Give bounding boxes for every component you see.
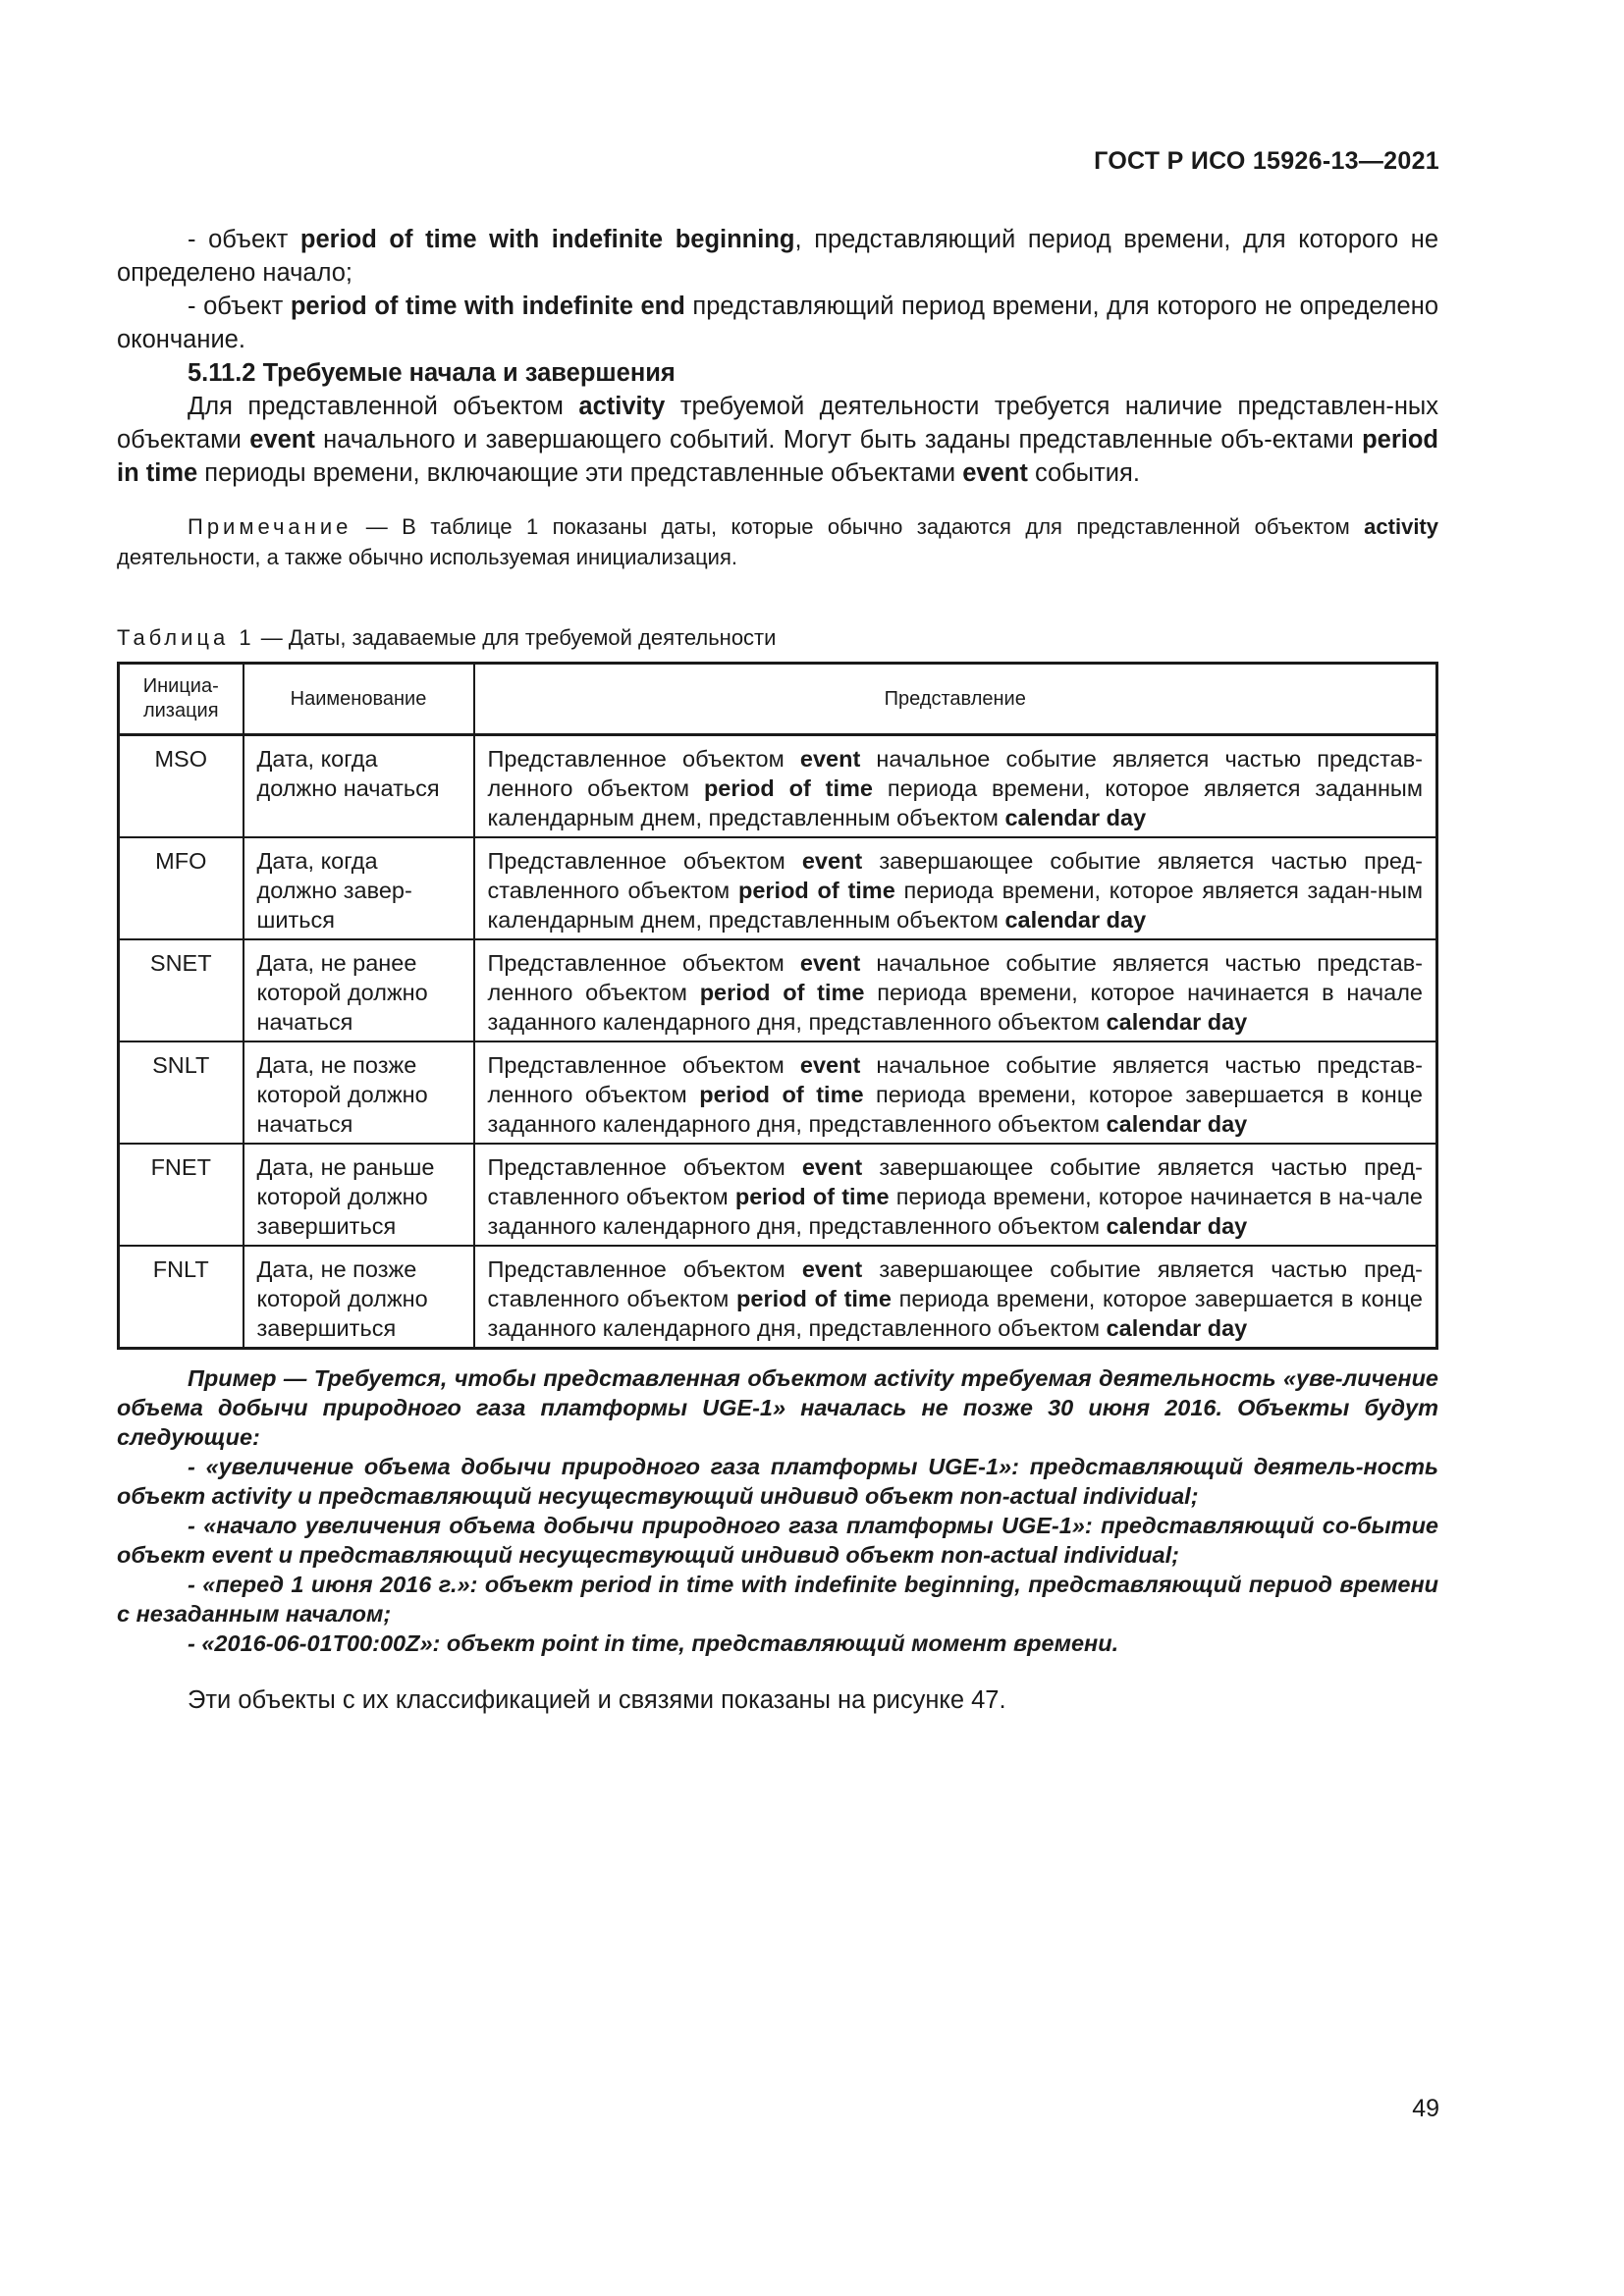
header-initialization: Инициа-лизация bbox=[119, 664, 244, 735]
text-span: начальное событие является частью представ-ленного объектом bbox=[487, 1052, 1423, 1107]
document-header: ГОСТ Р ИСО 15926-13—2021 bbox=[1094, 147, 1439, 175]
term-bold: activity bbox=[1364, 514, 1438, 539]
text-span: Для представленной объектом bbox=[188, 393, 579, 420]
cell-name: Дата, не позже которой должно начаться bbox=[244, 1041, 474, 1144]
text-span: Представленное объектом bbox=[487, 1154, 802, 1180]
text-span: - объект bbox=[188, 226, 300, 253]
paragraph-required-events bbox=[117, 390, 1438, 490]
term-bold: period in time bbox=[117, 426, 1438, 487]
term-bold: event bbox=[801, 848, 863, 874]
cell-code: SNET bbox=[119, 939, 244, 1041]
cell-name: Дата, когда должно начаться bbox=[244, 735, 474, 838]
text-span: , представляющий период времени, для которого не определено начало; bbox=[117, 226, 1439, 287]
text-span: Представленное объектом bbox=[487, 1052, 800, 1078]
text-span: — В таблице 1 показаны даты, которые обычно задаются для представленной объектом bbox=[352, 514, 1365, 539]
term-bold: period of time bbox=[736, 1286, 892, 1311]
text-span: завершающее событие является частью пред-ставленного объектом bbox=[487, 848, 1424, 903]
example-item: - «2016-06-01T00:00Z»: объект point in time, представляющий момент времени. bbox=[188, 1630, 1119, 1656]
table-row bbox=[119, 1144, 1437, 1246]
cell-description bbox=[474, 939, 1437, 1041]
term-bold: event bbox=[799, 1052, 861, 1078]
text-span: завершающее событие является частью пред-ставленного объектом bbox=[487, 1154, 1424, 1209]
table-caption-text: — Даты, задаваемые для требуемой деятельности bbox=[254, 625, 777, 650]
term-bold: activity bbox=[578, 393, 666, 420]
cell-name: Дата, не раньше которой должно завершиться bbox=[244, 1144, 474, 1246]
text-span: - объект bbox=[188, 293, 291, 320]
term-bold: calendar day bbox=[1106, 1315, 1248, 1341]
term-bold: period of time bbox=[703, 775, 873, 801]
header-name: Наименование bbox=[244, 664, 474, 735]
cell-name: Дата, не ранее которой должно начаться bbox=[244, 939, 474, 1041]
term-bold: period of time with indefinite beginning bbox=[299, 226, 795, 253]
table-row bbox=[119, 939, 1437, 1041]
paragraph-indefinite-end bbox=[117, 290, 1438, 356]
term-bold: calendar day bbox=[1106, 1213, 1248, 1239]
text-span: события. bbox=[1027, 459, 1140, 487]
example-item: - «увеличение объема добычи природного газа платформы UGE-1»: представляющий деятель-ность объект activity и представляющий несуществующий индивид объект non-actual individual; bbox=[117, 1454, 1438, 1509]
section-title: 5.11.2 Требуемые начала и завершения bbox=[188, 359, 676, 387]
note bbox=[117, 511, 1438, 572]
text-span: Представленное объектом bbox=[487, 950, 800, 976]
cell-description bbox=[474, 1246, 1437, 1349]
text-span: требуемой деятельности требуется наличие представлен-ных объектами bbox=[117, 393, 1438, 454]
closing-paragraph: Эти объекты с их классификацией и связями показаны на рисунке 47. bbox=[188, 1686, 1006, 1714]
term-bold: event bbox=[799, 950, 861, 976]
text-span: завершающее событие является частью пред-ставленного объектом bbox=[487, 1256, 1424, 1311]
term-bold: calendar day bbox=[1004, 805, 1147, 830]
cell-description bbox=[474, 837, 1437, 939]
table-caption bbox=[117, 623, 1438, 653]
text-span: периода времени, которое начинается в на-чале заданного календарного дня, представленного объектом bbox=[487, 1184, 1423, 1239]
dates-table bbox=[117, 662, 1438, 1350]
term-bold: event bbox=[249, 426, 315, 454]
text-span: начальное событие является частью представ-ленного объектом bbox=[487, 950, 1423, 1005]
term-bold: event bbox=[801, 1154, 863, 1180]
term-bold: period of time bbox=[734, 1184, 890, 1209]
cell-description bbox=[474, 735, 1437, 838]
cell-code: FNET bbox=[119, 1144, 244, 1246]
example-item: - «перед 1 июня 2016 г.»: объект period in time with indefinite beginning, представляющий период времени с незаданным началом; bbox=[117, 1572, 1438, 1627]
text-span: начального и завершающего событий. Могут быть заданы представленные объ-ектами bbox=[314, 426, 1363, 454]
cell-code: MFO bbox=[119, 837, 244, 939]
text-span: Представленное объектом bbox=[487, 848, 802, 874]
text-span: деятельности, а также обычно используемая инициализация. bbox=[117, 545, 737, 569]
cell-name: Дата, когда должно завер-шиться bbox=[244, 837, 474, 939]
cell-code: SNLT bbox=[119, 1041, 244, 1144]
cell-code: MSO bbox=[119, 735, 244, 838]
table-label: Таблица 1 bbox=[117, 625, 255, 650]
term-bold: event bbox=[799, 746, 861, 772]
text-span: Представленное объектом bbox=[487, 1256, 802, 1282]
text-span: представляющий период времени, для которого не определено окончание. bbox=[117, 293, 1438, 353]
example-intro: Пример — Требуется, чтобы представленная объектом activity требуемая деятельность «уве-личение объема добычи природного газа платформы UGE-1» началась не позже 30 июня 2016. Объекты будут следующие: bbox=[117, 1365, 1438, 1450]
term-bold: period of time bbox=[737, 878, 895, 903]
header-representation: Представление bbox=[474, 664, 1437, 735]
table-row bbox=[119, 735, 1437, 838]
table-row bbox=[119, 837, 1437, 939]
table-row bbox=[119, 1246, 1437, 1349]
term-bold: event bbox=[962, 459, 1028, 487]
table-header-row bbox=[119, 664, 1437, 735]
cell-description bbox=[474, 1144, 1437, 1246]
note-label: Примечание bbox=[188, 514, 352, 539]
cell-description bbox=[474, 1041, 1437, 1144]
paragraph-indefinite-beginning bbox=[117, 223, 1438, 290]
term-bold: period of time with indefinite end bbox=[290, 293, 685, 320]
page-number: 49 bbox=[1412, 2095, 1439, 2122]
text-span: периода времени, которое является заданным календарным днем, представленным объектом bbox=[487, 775, 1423, 830]
term-bold: period of time bbox=[699, 1082, 864, 1107]
term-bold: calendar day bbox=[1106, 1009, 1248, 1035]
term-bold: calendar day bbox=[1004, 907, 1147, 933]
term-bold: period of time bbox=[699, 980, 865, 1005]
term-bold: event bbox=[801, 1256, 863, 1282]
text-span: периода времени, которое завершается в конце заданного календарного дня, представленного объектом bbox=[487, 1082, 1423, 1137]
table-row bbox=[119, 1041, 1437, 1144]
text-span: периода времени, которое является задан-ным календарным днем, представленным объектом bbox=[487, 878, 1423, 933]
text-span: Представленное объектом bbox=[487, 746, 800, 772]
example-item: - «начало увеличения объема добычи природного газа платформы UGE-1»: представляющий со-бытие объект event и представляющий несуществующий индивид объект non-actual individual; bbox=[117, 1513, 1438, 1568]
cell-code: FNLT bbox=[119, 1246, 244, 1349]
text-span: периода времени, которое начинается в начале заданного календарного дня, представленного объектом bbox=[487, 980, 1423, 1035]
cell-name: Дата, не позже которой должно завершиться bbox=[244, 1246, 474, 1349]
text-span: начальное событие является частью представ-ленного объектом bbox=[487, 746, 1423, 801]
text-span: периода времени, которое завершается в конце заданного календарного дня, представленного объектом bbox=[487, 1286, 1423, 1341]
page-content bbox=[117, 223, 1438, 1717]
text-span: периоды времени, включающие эти представленные объектами bbox=[197, 459, 963, 487]
term-bold: calendar day bbox=[1106, 1111, 1248, 1137]
example-block bbox=[117, 1363, 1438, 1658]
